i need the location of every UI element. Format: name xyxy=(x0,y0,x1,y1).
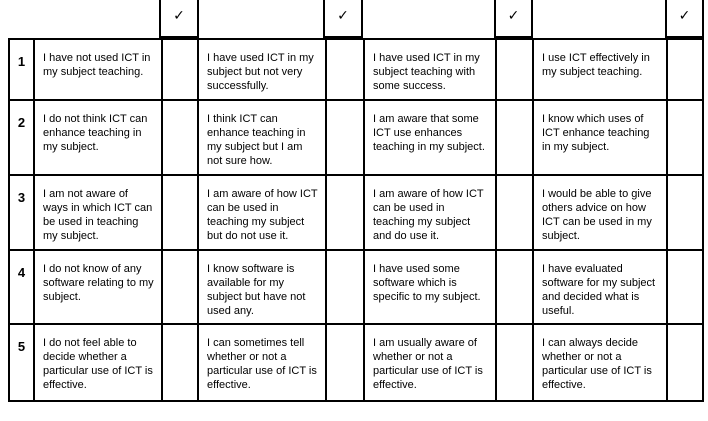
tick-cell[interactable] xyxy=(496,250,533,324)
tick-cell[interactable] xyxy=(496,175,533,250)
tick-cell[interactable] xyxy=(162,324,198,401)
statement-cell: I have not used ICT in my subject teaching. xyxy=(34,39,162,100)
statement-cell: I am aware that some ICT use enhances teaching in my subject. xyxy=(364,100,496,175)
level-number: 2 xyxy=(9,100,34,175)
level-number: 1 xyxy=(9,39,34,100)
check-mark-icon: ✓ xyxy=(678,8,691,24)
statement-cell: I am usually aware of whether or not a particular use of ICT is effective. xyxy=(364,324,496,401)
check-mark-icon: ✓ xyxy=(173,8,185,24)
statement-cell: I do not think ICT can enhance teaching in my subject. xyxy=(34,100,162,175)
tick-cell[interactable] xyxy=(326,250,364,324)
statement-cell: I have evaluated software for my subject and decided what is useful. xyxy=(533,250,667,324)
table-row xyxy=(9,250,703,324)
tick-cell[interactable] xyxy=(162,100,198,175)
statement-cell: I know software is available for my subject but have not used any. xyxy=(198,250,326,324)
statement-cell: I do not feel able to decide whether a particular use of ICT is effective. xyxy=(34,324,162,401)
statement-cell: I do not know of any software relating to my subject. xyxy=(34,250,162,324)
table-row xyxy=(9,39,703,100)
statement-cell: I am not aware of ways in which ICT can be used in teaching my subject. xyxy=(34,175,162,250)
tick-cell[interactable] xyxy=(326,100,364,175)
tick-cell[interactable] xyxy=(496,324,533,401)
statement-cell: I can always decide whether or not a particular use of ICT is effective. xyxy=(533,324,667,401)
tick-cell[interactable] xyxy=(496,39,533,100)
statement-cell: I know which uses of ICT enhance teaching in my subject. xyxy=(533,100,667,175)
tick-cell[interactable] xyxy=(162,175,198,250)
tick-header-row xyxy=(0,0,708,38)
check-column-header-4 xyxy=(665,0,704,38)
tick-cell[interactable] xyxy=(162,250,198,324)
statement-cell: I can sometimes tell whether or not a particular use of ICT is effective. xyxy=(198,324,326,401)
tick-cell[interactable] xyxy=(667,250,703,324)
check-column-header-3 xyxy=(494,0,533,38)
statement-cell: I have used ICT in my subject but not very successfully. xyxy=(198,39,326,100)
table-row xyxy=(9,100,703,175)
tick-cell[interactable] xyxy=(667,39,703,100)
tick-cell[interactable] xyxy=(667,324,703,401)
check-column-header-2 xyxy=(323,0,363,38)
check-mark-icon: ✓ xyxy=(337,8,349,24)
statement-cell: I would be able to give others advice on how ICT can be used in my subject. xyxy=(533,175,667,250)
check-mark-icon: ✓ xyxy=(507,8,520,24)
level-number: 4 xyxy=(9,250,34,324)
tick-cell[interactable] xyxy=(326,39,364,100)
ict-self-assessment-table xyxy=(8,38,704,402)
tick-cell[interactable] xyxy=(162,39,198,100)
tick-cell[interactable] xyxy=(667,175,703,250)
statement-cell: I am aware of how ICT can be used in teaching my subject and do use it. xyxy=(364,175,496,250)
level-number: 3 xyxy=(9,175,34,250)
tick-cell[interactable] xyxy=(326,175,364,250)
tick-cell[interactable] xyxy=(326,324,364,401)
statement-cell: I am aware of how ICT can be used in teaching my subject but do not use it. xyxy=(198,175,326,250)
tick-cell[interactable] xyxy=(667,100,703,175)
statement-cell: I have used some software which is specific to my subject. xyxy=(364,250,496,324)
table-row xyxy=(9,324,703,401)
table-row xyxy=(9,175,703,250)
check-column-header-1 xyxy=(159,0,199,38)
level-number: 5 xyxy=(9,324,34,401)
statement-cell: I have used ICT in my subject teaching with some success. xyxy=(364,39,496,100)
statement-cell: I think ICT can enhance teaching in my subject but I am not sure how. xyxy=(198,100,326,175)
statement-cell: I use ICT effectively in my subject teaching. xyxy=(533,39,667,100)
tick-cell[interactable] xyxy=(496,100,533,175)
